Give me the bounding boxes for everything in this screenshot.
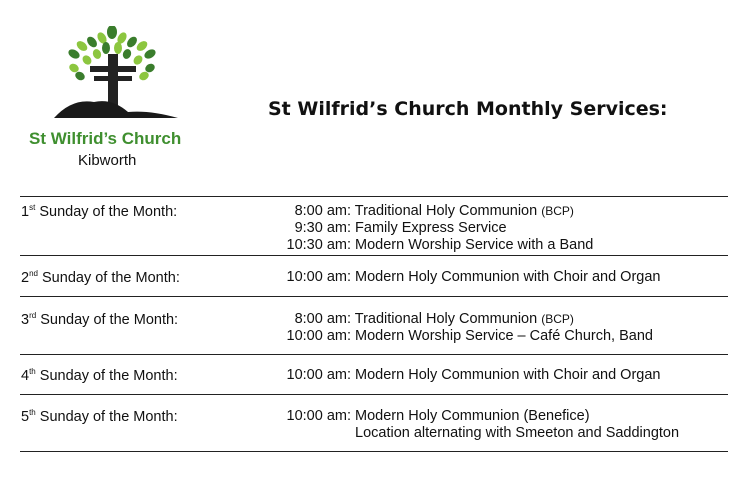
service-line: 10:00 am: Modern Worship Service – Café Church, Band xyxy=(286,328,653,344)
day-label: 5th Sunday of the Month: xyxy=(21,408,178,425)
day-label: 1st Sunday of the Month: xyxy=(21,203,178,220)
service-schedule xyxy=(20,196,728,452)
service-line: Location alternating with Smeeton and Saddington xyxy=(355,425,680,441)
service-line: 10:00 am: Modern Holy Communion with Choir and Organ xyxy=(286,367,661,383)
service-line: 8:00 am: Traditional Holy Communion (BCP) xyxy=(294,311,574,327)
day-label: 2nd Sunday of the Month: xyxy=(21,269,180,286)
day-label: 3rd Sunday of the Month: xyxy=(21,311,179,328)
service-line: 10:30 am: Modern Worship Service with a Band xyxy=(286,237,594,253)
church-name: St Wilfrid’s Church xyxy=(29,129,182,148)
service-line: 9:30 am: Family Express Service xyxy=(294,220,507,236)
tree-cross-icon xyxy=(54,26,184,128)
schedule-row-5th xyxy=(20,394,728,452)
service-line: 10:00 am: Modern Holy Communion (Benefice) xyxy=(286,408,590,424)
church-location: Kibworth xyxy=(78,152,137,169)
day-label: 4th Sunday of the Month: xyxy=(21,367,178,384)
schedule-row-3rd xyxy=(20,296,728,354)
service-line: 10:00 am: Modern Holy Communion with Choir and Organ xyxy=(286,269,661,285)
church-logo xyxy=(26,26,206,176)
schedule-row-4th xyxy=(20,354,728,394)
service-line: 8:00 am: Traditional Holy Communion (BCP) xyxy=(294,203,574,219)
schedule-row-2nd xyxy=(20,255,728,296)
page-title: St Wilfrid’s Church Monthly Services: xyxy=(268,98,668,120)
schedule-row-1st xyxy=(20,196,728,255)
